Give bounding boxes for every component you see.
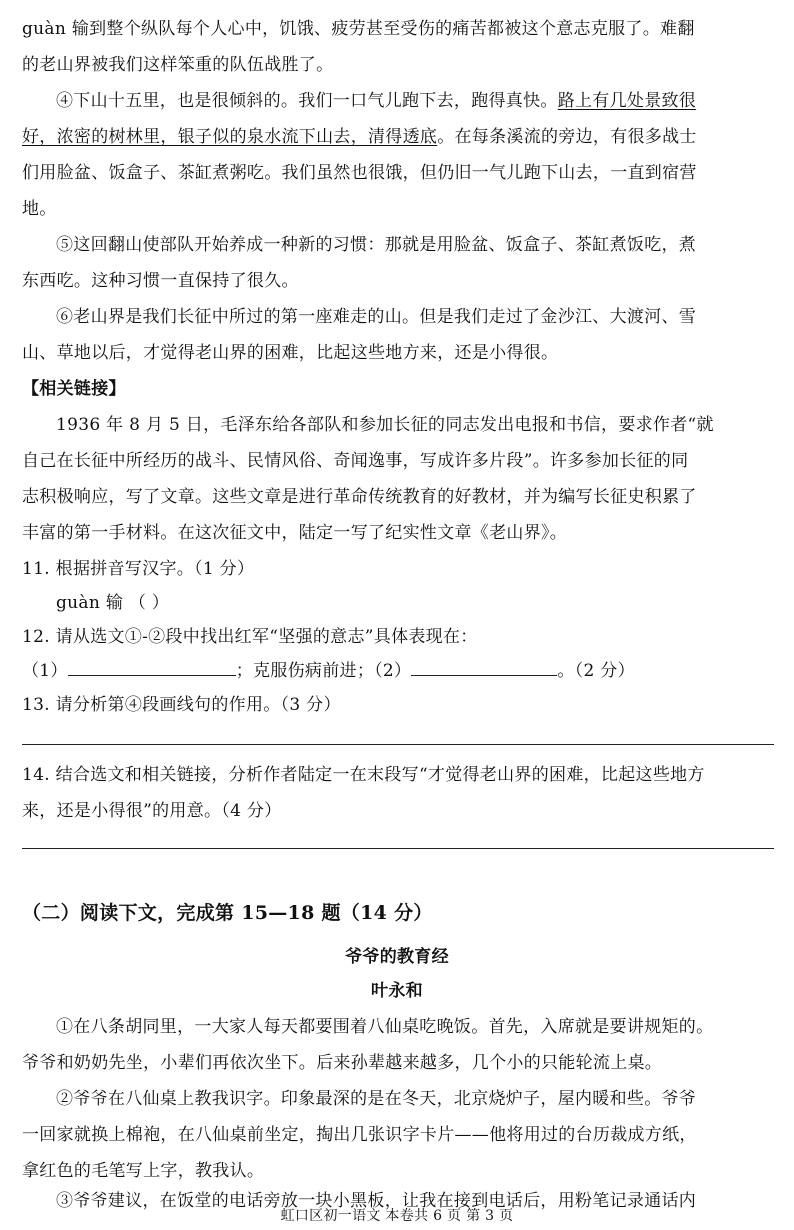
question-11-answer: guàn 输 （ ） — [56, 593, 170, 613]
points-label: 。（2 分） — [557, 661, 635, 681]
question-14: 14. 结合选文和相关链接，分析作者陆定一在末段写“才觉得老山界的困难，比起这些地方 — [22, 765, 705, 785]
passage-paragraph-5: ⑤这回翻山使部队开始养成一种新的习惯：那就是用脸盆、饭盒子、茶缸煮饭吃，煮 — [56, 235, 697, 255]
passage-paragraph-4 — [56, 86, 774, 116]
section-2-title: （二）阅读下文，完成第 15—18 题（14 分） — [22, 902, 433, 924]
article-line: 爷爷和奶奶先坐，小辈们再依次坐下。后来孙辈越来越多，几个小的只能轮流上桌。 — [22, 1053, 663, 1073]
question-12: 12. 请从选文①-②段中找出红军“坚强的意志”具体表现在： — [22, 627, 478, 647]
question-14-cont: 来，还是小得很”的用意。（4 分） — [22, 801, 282, 821]
passage-line: 山、草地以后，才觉得老山界的困难，比起这些地方来，还是小得很。 — [22, 343, 559, 363]
article-line: 一回家就换上棉袍，在八仙桌前坐定，掏出几张识字卡片——他将用过的台历裁成方纸， — [22, 1125, 697, 1145]
article-line: 拿红色的毛笔写上字，教我认。 — [22, 1161, 265, 1181]
passage-line: 地。 — [22, 199, 57, 219]
underlined-sentence: 路上有几处景致很 — [557, 91, 697, 111]
passage-line: guàn 输到整个纵队每个人心中，饥饿、疲劳甚至受伤的痛苦都被这个意志克服了。难翻 — [22, 19, 695, 39]
answer-blank-2[interactable] — [411, 657, 557, 676]
passage-text: 。在每条溪流的旁边，有很多战士 — [437, 127, 697, 147]
passage-text: ④下山十五里，也是很倾斜的。我们一口气儿跑下去，跑得真快。 — [56, 91, 558, 111]
article-paragraph-2: ②爷爷在八仙桌上教我识字。印象最深的是在冬天，北京烧炉子，屋内暖和些。爷爷 — [56, 1089, 697, 1109]
article-author: 叶永和 — [371, 981, 423, 1001]
passage-line — [22, 122, 774, 152]
passage-line: 们用脸盆、饭盒子、茶缸煮粥吃。我们虽然也很饿，但仍旧一气儿跑下山去，一直到宿营 — [22, 163, 697, 183]
related-link-text: 丰富的第一手材料。在这次征文中，陆定一写了纪实性文章《老山界》。 — [22, 523, 568, 543]
question-13: 13. 请分析第④段画线句的作用。（3 分） — [22, 695, 341, 715]
blank-label: ；克服伤病前进；（2） — [235, 661, 412, 681]
related-link-header: 【相关链接】 — [22, 379, 126, 399]
question-11: 11. 根据拼音写汉字。（1 分） — [22, 559, 255, 579]
question-12-answer-row — [22, 656, 774, 686]
passage-line: 的老山界被我们这样笨重的队伍战胜了。 — [22, 55, 334, 75]
related-link-text: 志积极响应，写了文章。这些文章是进行革命传统教育的好教材，并为编写长征史积累了 — [22, 487, 697, 507]
answer-line-13[interactable] — [22, 744, 774, 745]
blank-label: （1） — [22, 661, 68, 681]
answer-line-14[interactable] — [22, 848, 774, 849]
related-link-text: 1936 年 8 月 5 日，毛泽东给各部队和参加长征的同志发出电报和书信，要求作者“就 — [56, 415, 714, 435]
underlined-sentence: 好，浓密的树林里，银子似的泉水流下山去，清得透底 — [22, 127, 438, 147]
answer-blank-1[interactable] — [68, 657, 236, 676]
passage-line: 东西吃。这种习惯一直保持了很久。 — [22, 271, 299, 291]
article-paragraph-1: ①在八条胡同里，一大家人每天都要围着八仙桌吃晚饭。首先，入席就是要讲规矩的。 — [56, 1017, 714, 1037]
article-title: 爷爷的教育经 — [345, 947, 449, 967]
page-footer: 虹口区初一语文 本卷共 6 页 第 3 页 — [280, 1208, 514, 1224]
related-link-text: 自己在长征中所经历的战斗、民情风俗、奇闻逸事，写成许多片段”。许多参加长征的同 — [22, 451, 689, 471]
passage-paragraph-6: ⑥老山界是我们长征中所过的第一座难走的山。但是我们走过了金沙江、大渡河、雪 — [56, 307, 697, 327]
article-paragraph-3: ③爷爷建议，在饭堂的电话旁放一块小黑板，让我在接到电话后，用粉笔记录通话内 — [56, 1191, 697, 1211]
